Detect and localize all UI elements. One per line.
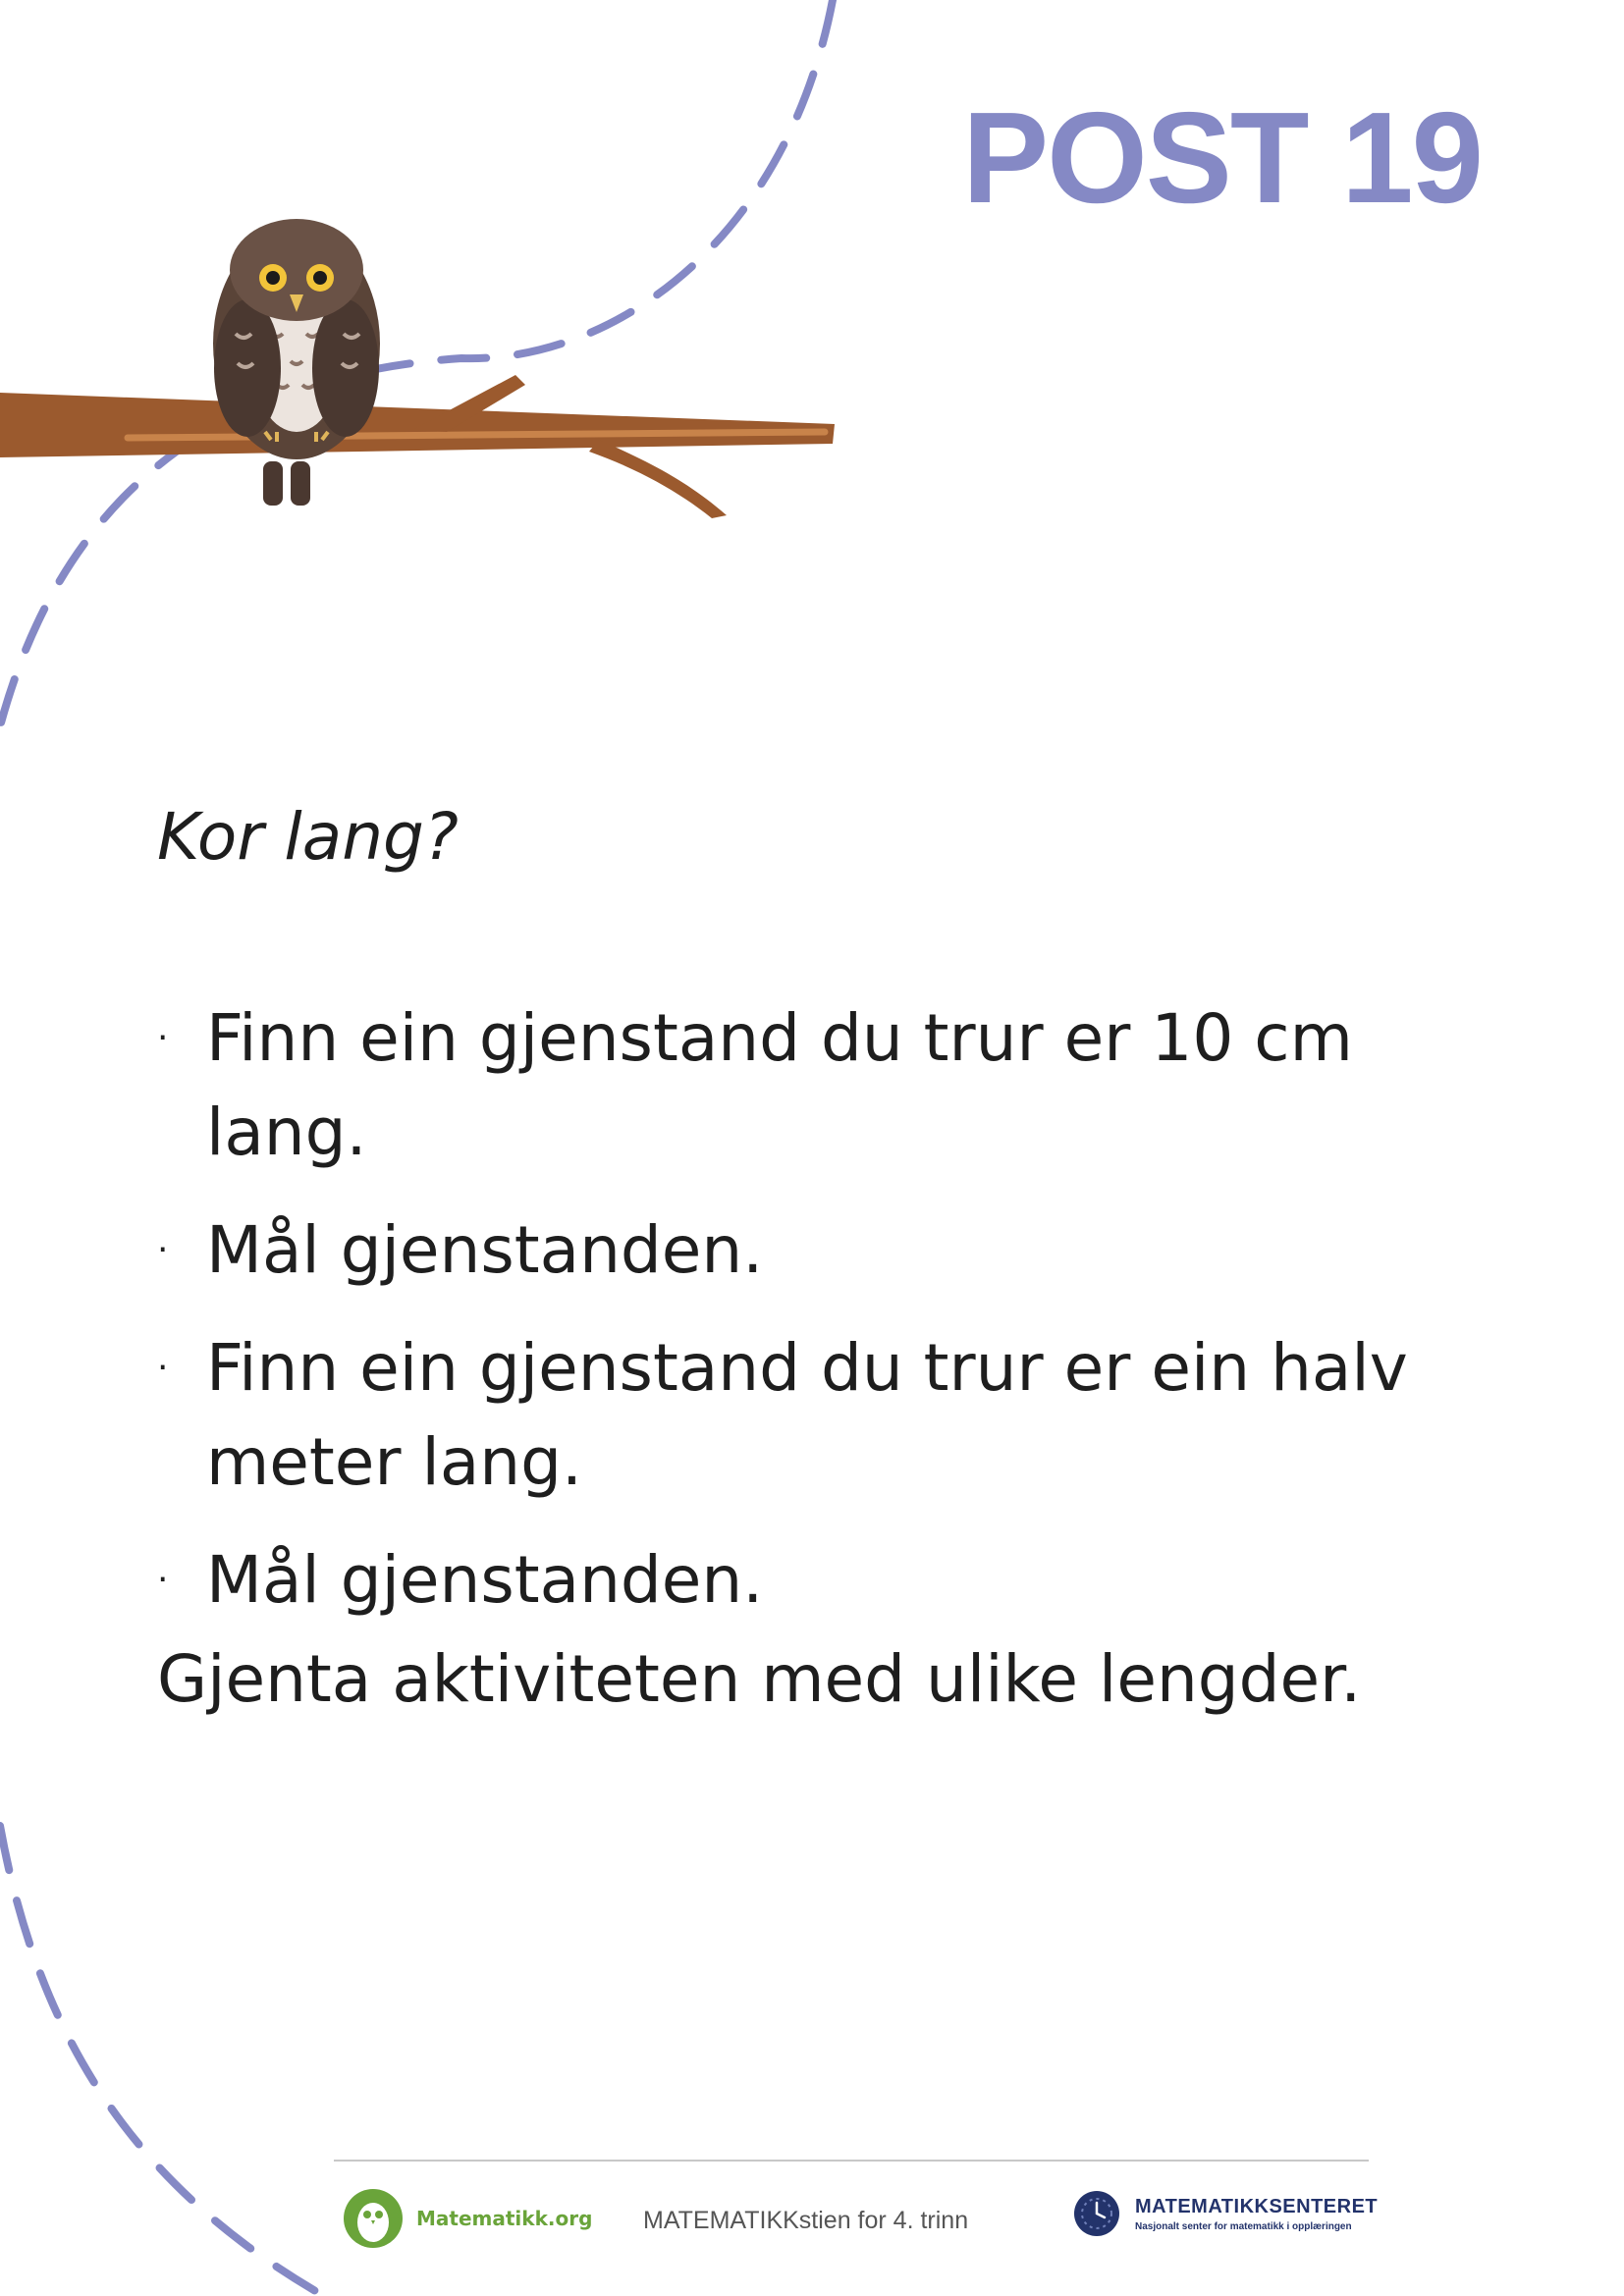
task-item-1 bbox=[157, 991, 1532, 1180]
task-item-3 bbox=[157, 1321, 1453, 1510]
clock-logo-icon bbox=[1072, 2189, 1121, 2238]
bullet: · bbox=[157, 1348, 169, 1388]
bullet: · bbox=[157, 1230, 169, 1270]
task-text: Finn ein gjenstand du trur er ein halv meter lang. bbox=[206, 1330, 1408, 1500]
left-logo-text: Matematikk.org bbox=[416, 2207, 593, 2230]
right-logo-subtitle: Nasjonalt senter for matematikk i opplæringen bbox=[1135, 2220, 1352, 2232]
right-logo-name: MATEMATIKKSENTERET bbox=[1135, 2195, 1379, 2217]
bullet: · bbox=[157, 1560, 169, 1600]
closing-instruction: Gjenta aktiviteten med ulike lengder. bbox=[157, 1641, 1362, 1717]
task-text: Finn ein gjenstand du trur er 10 cm lang. bbox=[206, 1000, 1353, 1170]
owl-icon bbox=[213, 219, 380, 506]
post-title: POST 19 bbox=[962, 85, 1482, 230]
task-text: Mål gjenstanden. bbox=[206, 1212, 764, 1288]
matematikksenteret-logo bbox=[1072, 2189, 1378, 2238]
footer-divider bbox=[334, 2160, 1369, 2162]
task-text: Mål gjenstanden. bbox=[206, 1542, 764, 1618]
task-item-2 bbox=[157, 1203, 1532, 1298]
dashed-path-top bbox=[0, 0, 833, 726]
footer-caption: MATEMATIKKstien for 4. trinn bbox=[643, 2207, 969, 2234]
task-heading: Kor lang? bbox=[157, 799, 459, 875]
task-item-4 bbox=[157, 1533, 1532, 1628]
bullet: · bbox=[157, 1018, 169, 1058]
owl-logo-icon bbox=[342, 2187, 405, 2250]
matematikk-org-logo bbox=[342, 2187, 592, 2250]
task-list bbox=[157, 991, 1532, 1651]
dashed-path-bottom bbox=[0, 1826, 324, 2296]
